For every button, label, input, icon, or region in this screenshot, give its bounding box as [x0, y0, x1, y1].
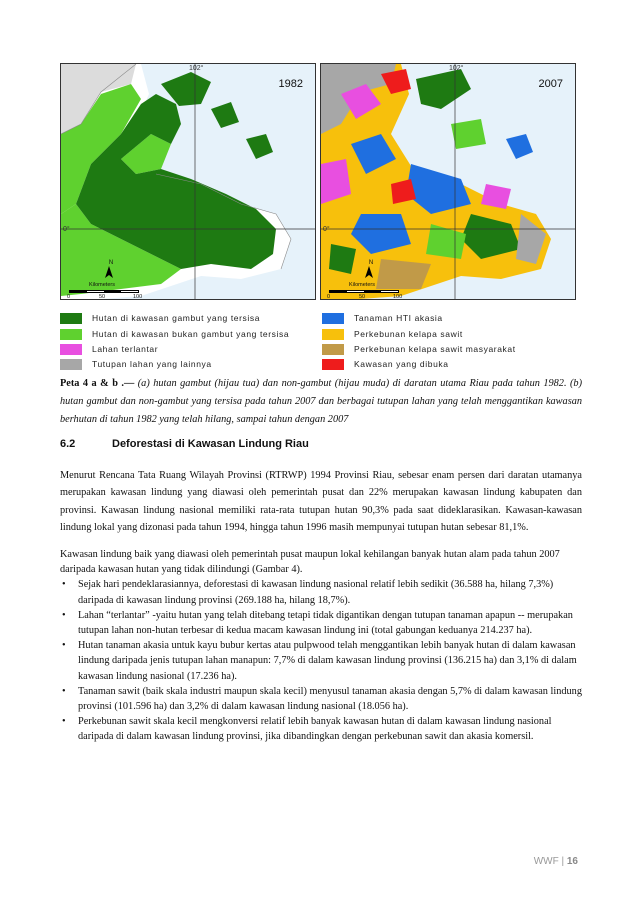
scale-bar	[329, 290, 399, 293]
footer-separator: |	[561, 856, 565, 867]
map-1982-image	[61, 64, 315, 299]
longitude-label: 102°	[189, 65, 204, 72]
map-figure	[60, 63, 575, 303]
scale-tick: 100	[393, 294, 403, 300]
list-item: • Lahan “terlantar” -yaitu hutan yang telah ditebang tetapi tidak digantikan dengan tutupan tanaman apapun -- merupakan tutupan lahan non-hutan terbesar di kedua macam kawasan lindung ini (total gabungan keduanya 214.237 ha).	[60, 608, 582, 638]
legend-swatch	[322, 359, 344, 370]
paragraph-loss	[60, 547, 582, 745]
legend-swatch	[60, 344, 82, 355]
section-number: 6.2	[60, 438, 76, 450]
bullet-list	[60, 577, 582, 744]
legend-item: Perkebunan kelapa sawit	[322, 328, 463, 340]
scale-tick: 100	[133, 294, 143, 300]
north-arrow-icon: N	[105, 260, 117, 278]
latitude-label: 0°	[63, 226, 70, 233]
legend-swatch	[60, 329, 82, 340]
scale-bar	[69, 290, 139, 293]
legend-swatch	[322, 313, 344, 324]
scale-title: Kilometers	[349, 282, 375, 288]
scale-tick: 50	[359, 294, 366, 300]
legend-swatch	[60, 359, 82, 370]
page-footer	[534, 856, 578, 867]
map-1982	[60, 63, 316, 300]
map-2007-image	[321, 64, 575, 299]
latitude-label: 0°	[323, 226, 330, 233]
paragraph-rtrwp: Menurut Rencana Tata Ruang Wilayah Provinsi (RTRWP) 1994 Provinsi Riau, sebesar enam persen dari daratan utamanya merupakan kawasan lindung yang diawasi oleh pemerintah pusat dan 22% merupakan kawasan lindung kabupaten dan provinsi. Kawasan lindung nasional memiliki rata-rata tutupan hutan 90,3% pada saat dideklarasikan. Kawasan-kawasan lindung lokal yang dizonasi pada tahun 1994, hingga tahun 1996 masih mempunyai tutupan hutan sebesar 81,1%.	[60, 470, 582, 534]
legend-item: Kawasan yang dibuka	[322, 358, 449, 370]
legend-item: Hutan di kawasan bukan gambut yang tersisa	[60, 328, 289, 340]
north-arrow-icon: N	[365, 260, 377, 278]
legend-item: Tanaman HTI akasia	[322, 312, 443, 324]
map-2007-year: 2007	[538, 78, 563, 90]
caption-text: (a) hutan gambut (hijau tua) dan non-gambut (hijau muda) di daratan utama Riau pada tahun 1982. (b) hutan gambut dan non-gambut yang tersisa pada tahun 2007 dan berbagai tutupan lahan yang telah menggantikan kawasan berhutan di tahun 1982 yang telah hilang, sampai tahun dengan 2007	[60, 378, 582, 425]
scale-tick: 50	[99, 294, 106, 300]
legend-item: Tutupan lahan yang lainnya	[60, 358, 212, 370]
caption-lead: Peta 4 a & b .—	[60, 378, 135, 389]
legend-item: Hutan di kawasan gambut yang tersisa	[60, 312, 260, 324]
map-1982-year: 1982	[278, 78, 303, 90]
list-item: • Perkebunan sawit skala kecil mengkonversi relatif lebih banyak kawasan hutan di dalam kawasan lindung nasional daripada di dalam kawasan lindung provinsi, jika dibandingkan dengan perkebunan sawit dan akasia komersil.	[60, 714, 582, 744]
footer-org: WWF	[533, 856, 559, 867]
section-heading	[60, 438, 309, 450]
legend-swatch	[322, 344, 344, 355]
figure-caption	[60, 375, 582, 429]
map-2007	[320, 63, 576, 300]
longitude-label: 102°	[449, 65, 464, 72]
list-item: • Hutan tanaman akasia untuk kayu bubur kertas atau pulpwood telah menggantikan lebih banyak hutan di dalam kawasan lindung daripada jenis tutupan lahan manapun: 7,7% di dalam kawasan lindung provinsi (136.215 ha) dan 3,1% di dalam kawasan lindung nasional (17.236 ha).	[60, 638, 582, 684]
section-title: Deforestasi di Kawasan Lindung Riau	[112, 438, 309, 450]
legend-swatch	[60, 313, 82, 324]
scale-tick: 0	[67, 294, 71, 300]
legend-swatch	[322, 329, 344, 340]
list-item: • Sejak hari pendeklarasiannya, deforestasi di kawasan lindung nasional relatif lebih sedikit (36.588 ha, hilang 7,3%) daripada di kawasan lindung provinsi (269.188 ha, hilang 18,7%).	[60, 577, 582, 607]
paragraph-intro: Kawasan lindung baik yang diawasi oleh pemerintah pusat maupun lokal kehilangan banyak hutan alam pada tahun 2007 daripada kawasan hutan yang tidak dilindungi (Gambar 4).	[60, 549, 560, 576]
list-item: • Tanaman sawit (baik skala industri maupun skala kecil) menyusul tanaman akasia dengan 5,7% di dalam kawasan lindung provinsi (101.596 ha) dan 3,2% di dalam kawasan lindung nasional (18.056 ha).	[60, 684, 582, 714]
legend-item: Lahan terlantar	[60, 343, 158, 355]
scale-title: Kilometers	[89, 282, 115, 288]
scale-tick: 0	[327, 294, 331, 300]
legend-item: Perkebunan kelapa sawit masyarakat	[322, 343, 516, 355]
page-number: 16	[566, 856, 578, 867]
